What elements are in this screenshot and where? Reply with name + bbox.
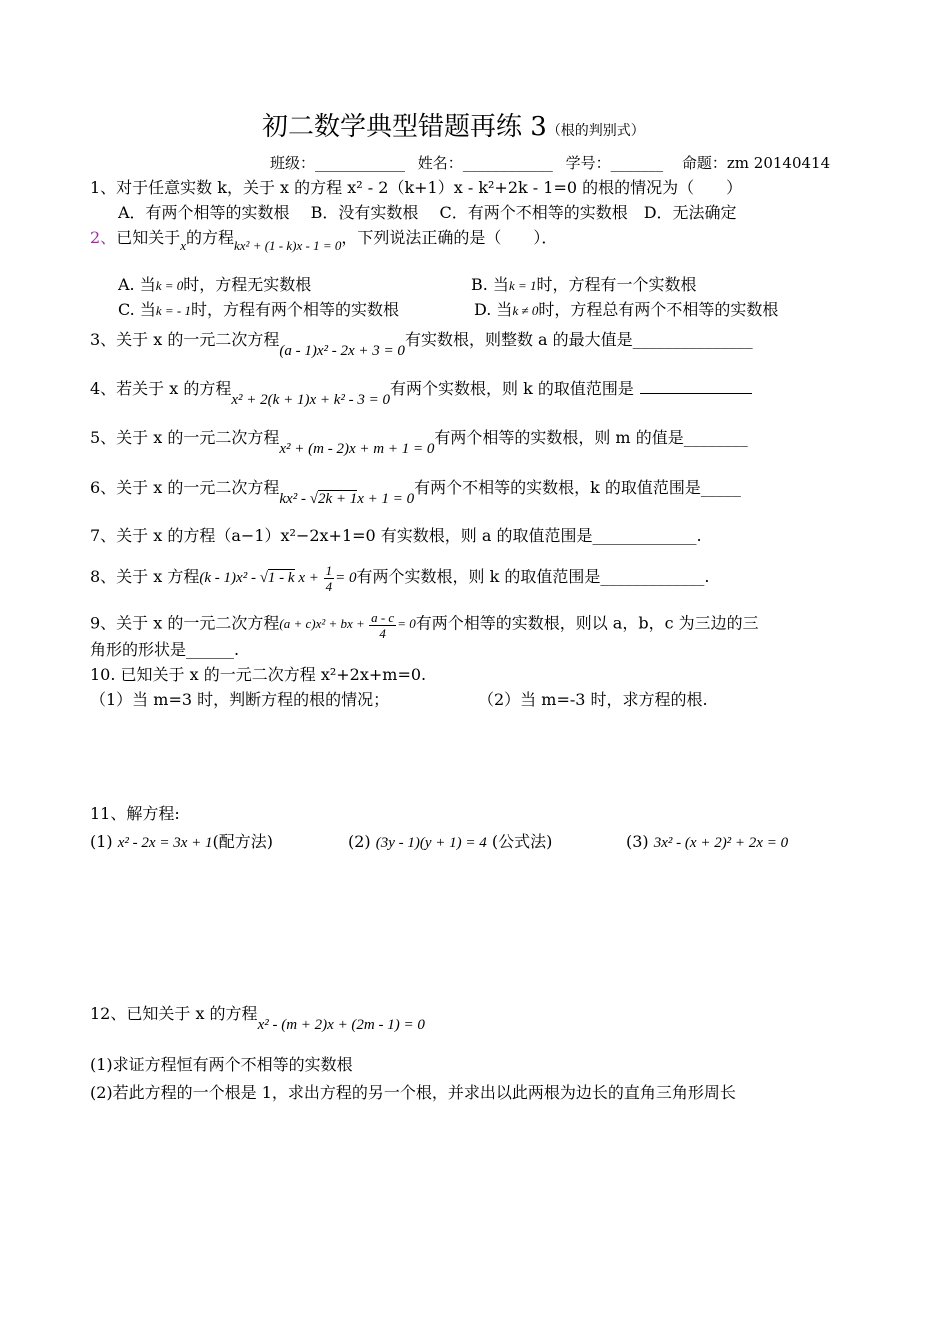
q9-eq-b: = 0 [397,616,416,632]
question-2-option-c [118,300,399,321]
q8-radicand: 1 - k [267,569,295,586]
q9-end: . [234,640,240,659]
q8-frac-num: 1 [325,563,333,578]
question-7 [90,526,702,546]
q2-optb-cond: k = 1 [508,278,537,293]
q2-equation: kx² + (1 - k)x - 1 = 0 [234,238,342,253]
q4-text-post: 有两个实数根，则 k 的取值范围是 [390,379,634,398]
q2-optd-cond: k ≠ 0 [512,303,539,318]
author-label: 命题： [681,154,727,172]
q8-equation [199,563,357,594]
q11-p2-method: (公式法) [491,832,553,851]
q9-fraction [369,610,396,641]
q2-optc-pre: C. 当 [118,300,156,319]
question-2-option-a [118,275,311,296]
q8-text-pre: 8、关于 x 方程 [90,566,200,586]
q11-p2-equation: (3y - 1)(y + 1) = 4 [375,835,487,851]
q9-eq-a: (a + c)x² + bx + [279,616,369,632]
question-11-stem: 11、解方程: [90,804,180,823]
q6-text-post: 有两个不相等的实数根，k 的取值范围是 [414,478,701,497]
title-text: 初二数学典型错题再练 3 [262,112,547,142]
q5-equation: x² + (m - 2)x + m + 1 = 0 [279,441,435,457]
q12-equation: x² - (m + 2)x + (2m - 1) = 0 [257,1017,425,1033]
q4-text-pre: 4、若关于 x 的方程 [90,379,232,398]
q2-text-c: ，下列说法正确的是（ ）． [341,228,558,247]
question-10-part-2: （2）当 m=-3 时，求方程的根. [478,690,708,709]
q5-text-post: 有两个相等的实数根，则 m 的值是 [434,428,684,447]
question-2-option-d [474,300,778,321]
q8-frac-den: 4 [325,579,333,594]
page-title [262,106,645,143]
q9-equation [279,610,416,641]
q8-eq-a: (k - 1)x² - [199,569,260,586]
q11-p1-num: (1) [90,832,113,851]
q11-p3-equation: 3x² - (x + 2)² + 2x = 0 [653,835,789,851]
q6-eq-b: x + 1 = 0 [357,491,415,507]
name-blank[interactable]: ____________ [462,154,553,172]
q8-eq-c: = 0 [335,569,357,586]
question-10-stem: 10. 已知关于 x 的一元二次方程 x²+2x+m=0. [90,665,427,684]
subtitle-text: （根的判别式） [546,123,645,139]
q8-fraction [324,563,335,594]
q4-equation: x² + 2(k + 1)x + k² - 3 = 0 [231,392,390,408]
q7-text: 7、关于 x 的方程（a−1）x²−2x+1=0 有实数根，则 a 的取值范围是 [90,526,593,545]
author-value: zm 20140414 [726,154,831,172]
q6-eq-a: kx² - [279,491,310,507]
q2-opta-cond: k = 0 [155,278,184,293]
q2-var-x: x [180,238,186,253]
sqrt-symbol-icon: √ [309,491,318,507]
question-6 [90,478,741,507]
q8-answer-blank[interactable]: _____________ [600,566,705,586]
q8-end: . [704,566,710,586]
q11-p1-method: (配方法) [212,832,273,851]
question-12-part-2: (2)若此方程的一个根是 1，求出方程的另一个根，并求出以此两根为边长的直角三角形周长 [90,1083,736,1102]
q6-text-pre: 6、关于 x 的一元二次方程 [90,478,280,497]
q9-frac-num: a - c [371,610,395,625]
q2-optc-post: 时，方程有两个相等的实数根 [190,300,399,319]
q3-answer-blank[interactable]: _______________ [632,330,753,349]
class-label: 班级： [270,154,316,172]
question-4 [90,378,752,408]
q9-frac-den: 4 [379,626,386,641]
question-11-part-2 [348,832,552,853]
q2-optc-cond: k = - 1 [155,303,191,318]
q3-equation: (a - 1)x² - 2x + 3 = 0 [279,343,405,359]
q2-text-b: 的方程 [185,228,234,247]
q9-text-pre: 9、关于 x 的一元二次方程 [90,613,280,633]
question-1-options: A．有两个相等的实数根 B．没有实数根 C．有两个不相等的实数根 D．无法确定 [118,203,737,222]
sqrt-symbol-icon: √ [259,569,268,586]
q2-optb-pre: B. 当 [471,275,509,294]
q11-p2-num: (2) [348,832,371,851]
id-label: 学号： [565,154,611,172]
class-blank[interactable]: ____________ [315,154,406,172]
q2-opta-pre: A. 当 [118,275,156,294]
q9-text-post: 有两个相等的实数根，则以 a，b，c 为三边的三 [415,613,759,633]
question-8 [90,563,709,594]
question-9 [90,610,759,641]
q9-answer-blank[interactable]: ______ [186,640,235,659]
q2-optb-post: 时，方程有一个实数根 [536,275,697,294]
question-1-stem: 1、对于任意实数 k，关于 x 的方程 x² - 2（k+1）x - k²+2k - 1=0 的根的情况为（ ） [90,178,743,197]
q3-text-pre: 3、关于 x 的一元二次方程 [90,330,280,349]
q6-radicand: 2k + 1 [317,491,358,507]
q2-text-a: 已知关于 [116,228,181,247]
question-5 [90,428,748,457]
q6-equation [279,491,414,507]
q5-answer-blank[interactable]: ________ [683,428,748,447]
name-label: 姓名： [417,154,463,172]
question-2-number: 2、 [90,228,117,247]
q7-answer-blank[interactable]: _____________ [592,526,697,545]
q6-answer-blank[interactable]: _____ [700,478,741,497]
q8-eq-b: x + [294,569,323,586]
q4-answer-blank[interactable] [640,378,752,394]
question-10-part-1: （1）当 m=3 时，判断方程的根的情况； [90,690,390,709]
q11-p3-num: (3) [626,832,649,851]
id-blank[interactable]: _______ [610,154,664,172]
question-12-stem [90,1004,425,1033]
question-11-part-1 [90,832,273,853]
q12-text-pre: 12、已知关于 x 的方程 [90,1004,258,1023]
q7-end: . [696,526,702,545]
q3-text-post: 有实数根，则整数 a 的最大值是 [404,330,633,349]
question-2-stem [90,228,558,253]
question-9-line-2 [90,640,239,660]
q9-text-line2: 角形的形状是 [90,640,187,659]
q11-p1-equation: x² - 2x = 3x + 1 [117,835,213,851]
question-12-part-1: (1)求证方程恒有两个不相等的实数根 [90,1055,353,1074]
question-2-option-b [471,275,697,296]
question-11-part-3 [626,832,788,853]
q8-text-post: 有两个实数根，则 k 的取值范围是 [356,566,601,586]
header-info [270,152,830,173]
q2-optd-pre: D. 当 [474,300,513,319]
question-3 [90,330,753,359]
q2-optd-post: 时，方程总有两个不相等的实数根 [538,300,779,319]
q2-opta-post: 时，方程无实数根 [183,275,312,294]
q5-text-pre: 5、关于 x 的一元二次方程 [90,428,280,447]
